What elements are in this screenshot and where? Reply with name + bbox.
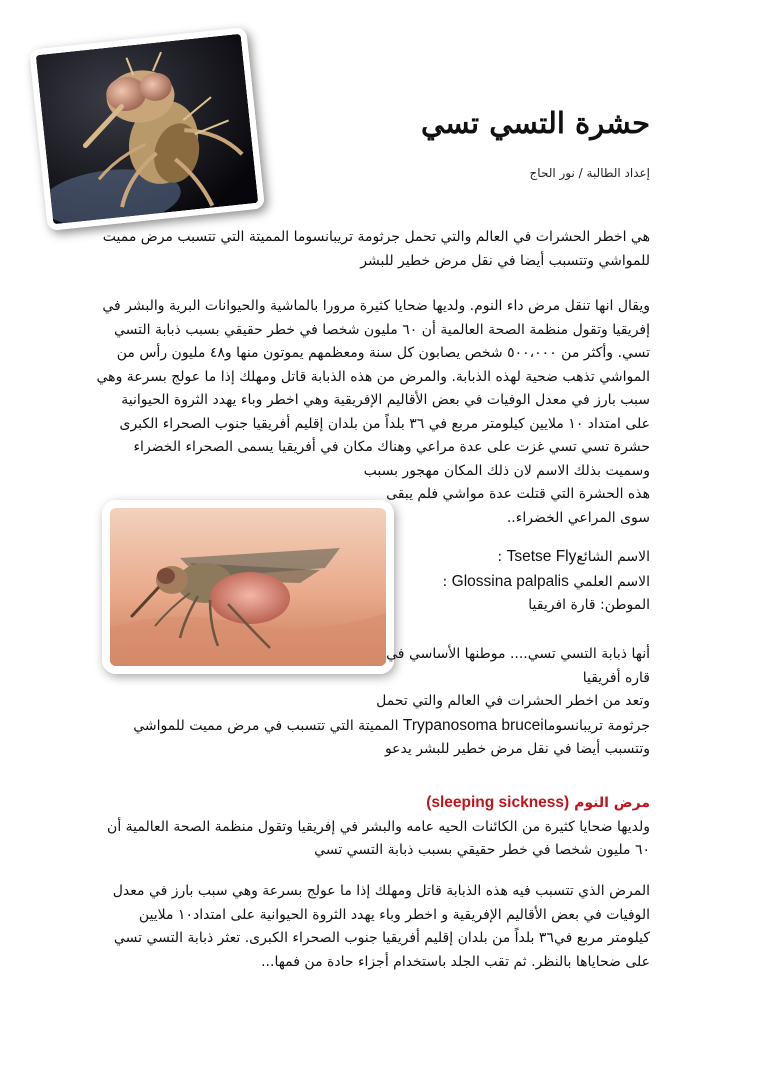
habitat-line: الموطن: قارة افريقيا: [528, 597, 650, 613]
body-line: سوى المراعي الخضراء..: [506, 509, 650, 526]
intro-line: هي اخطر الحشرات في العالم والتي تحمل جرثومة تريبانسوما المميتة التي تتسبب مرض مميت: [102, 229, 650, 245]
closing-paragraph: [90, 880, 650, 974]
sleeping-heading-ar: مرض النوم: [574, 795, 650, 811]
body-line: إفريقيا وتقول منظمة الصحة العالمية أن ٦٠ مليون شخصا في خطر حقيقي بسبب ذبابة التسي: [113, 321, 650, 338]
common-name-colon: :: [497, 549, 503, 565]
body-line: تسي. وأكثر من ٥٠٠،٠٠٠ شخص يصابون كل سنة ومعظمهم يموتون منها و٤٨ مليون رأس من: [116, 345, 650, 361]
origin-line: أنها ذبابة التسي تسي.... موطنها الأساسي في: [386, 646, 650, 662]
sleeping-sickness-paragraph: [90, 791, 650, 863]
origin-line4-post: المميتة التي تتسبب في مرض مميت للمواشي: [133, 717, 399, 734]
body-line: سبب بارز في معدل الوفيات في بعض الأقاليم الإفريقية وهي اخطر وباء يهدد الثروة الحيوانية: [121, 392, 650, 408]
closing-line: الوفيات في بعض الأقاليم الإفريقية و اخطر وباء يهدد الثروة الحيوانية على امتداد١٠ ملايين: [138, 906, 650, 923]
body-line: وسميت بذلك الاسم لان ذلك المكان مهجور بسبب: [363, 462, 650, 479]
origin-line: قاره أفريقيا: [582, 669, 650, 686]
origin-line: وتعد من اخطر الحشرات في العالم والتي تحمل: [376, 693, 650, 709]
fly-closeup-image: [36, 34, 259, 225]
sleeping-sickness-heading: [90, 791, 650, 816]
closing-line: كيلومتر مربع في٣٦ بلداً من بلدان إقليم أفريقيا جنوب الصحراء الكبرى. تعثر ذبابة التسي تسي: [113, 930, 650, 946]
origin-line4-pre: جرثومة تريبانسوما: [543, 717, 650, 734]
intro-paragraph: [90, 226, 650, 273]
body-paragraph: [90, 295, 650, 530]
closing-line: على ضحاياها بالنظر. ثم تقب الجلد باستخدام أجزاء حادة من فمها...: [261, 953, 650, 970]
intro-line: للمواشي وتتسبب أيضا في نقل مرض خطير للبشر: [360, 252, 650, 269]
origin-paragraph: [90, 643, 650, 762]
author-byline: إعداد الطالبة / نور الحاج: [529, 166, 650, 180]
origin-line-trypanosoma: [90, 714, 650, 739]
origin-line: وتتسبب أيضا في نقل مرض خطير للبشر يدعو: [384, 741, 650, 757]
common-name-line: [320, 545, 650, 570]
facts-block: [320, 545, 650, 618]
sleeping-line: ٦٠ مليون شخصا في خطر حقيقي بسبب ذبابة التسي تسي: [314, 842, 650, 858]
trypanosoma-latin: Trypanosoma brucei: [402, 716, 544, 734]
body-line: حشرة تسي تسي غزت على عدة مراعي وهناك مكان في أفريقيا يسمى الصحراء الخضراء: [133, 439, 650, 455]
body-line: على امتداد ١٠ ملايين كيلومتر مربع في ٣٦ بلداً من بلدان إقليم أفريقيا جنوب الصحراء الكبرى: [119, 415, 650, 432]
body-line: ويقال انها تنقل مرض داء النوم. ولديها ضحايا كثيرة مرورا بالماشية والحيوانات البرية والبشر في: [102, 298, 650, 314]
common-name-label: الاسم الشائع: [576, 549, 650, 565]
body-line: هذه الحشرة التي قتلت عدة مواشي فلم يبقى: [386, 486, 650, 502]
scientific-name-label: الاسم العلمي: [573, 573, 650, 590]
closing-line: المرض الذي تتسبب فيه هذه الذبابة قاتل ومهلك إذا ما عولج بسرعة وهي سبب بارز في معدل: [112, 883, 650, 899]
tsetse-fly-closeup-photo: [29, 27, 265, 231]
scientific-name-value: Glossina palpalis: [451, 572, 569, 590]
sleeping-heading-en: (sleeping sickness): [426, 794, 570, 811]
common-name-value: Tsetse Fly: [506, 548, 577, 565]
scientific-name-colon: :: [442, 573, 448, 590]
page-title: حشرة التسي تسي: [421, 106, 650, 140]
body-line: المواشي تذهب ضحية لهذه الذبابة. والمرض من هذه الذبابة قاتل ومهلك إذا ما عولج بسرعة وهي: [96, 368, 650, 385]
scientific-name-line: [320, 570, 650, 595]
sleeping-line: ولديها ضحايا كثيرة من الكائنات الحيه عامه والبشر في إفريقيا وتقول منظمة الصحة العالمية أن: [107, 818, 650, 835]
